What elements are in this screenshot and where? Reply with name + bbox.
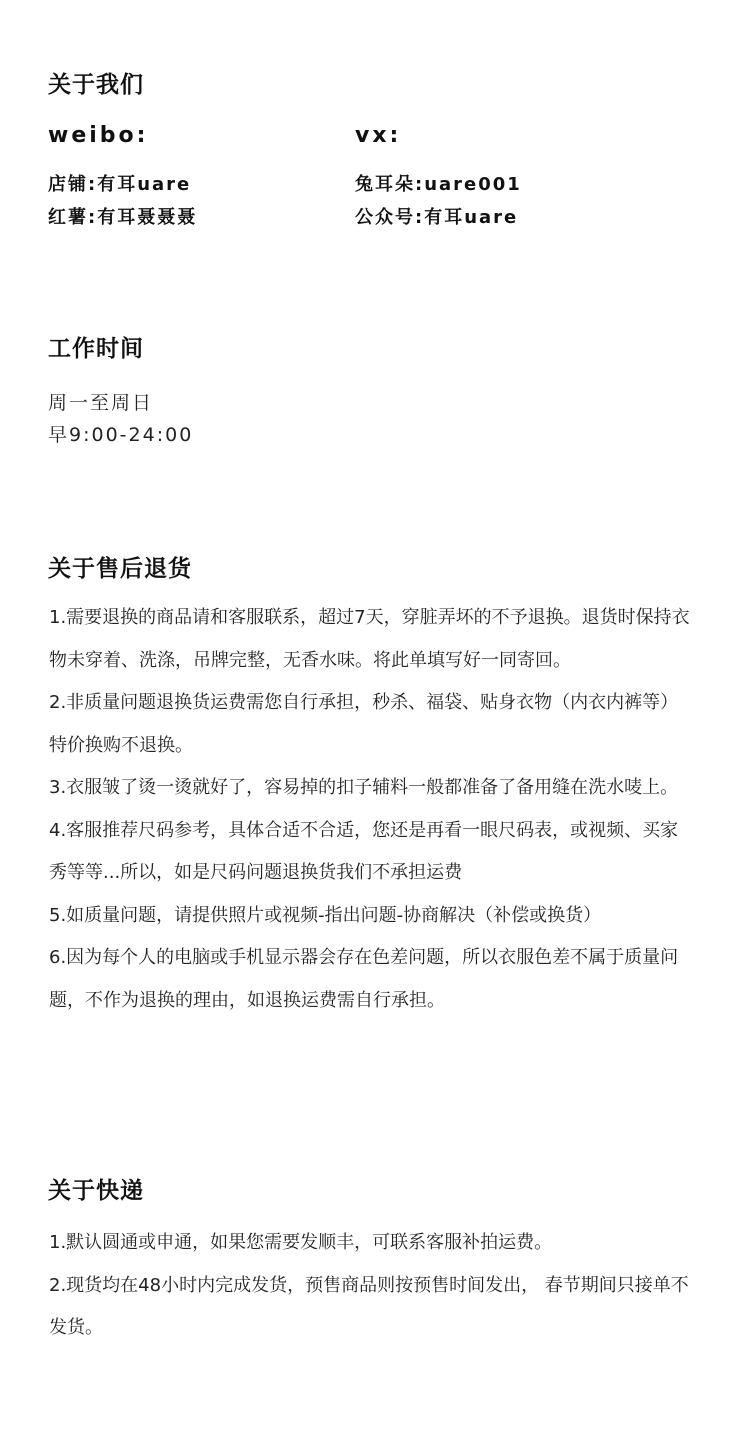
after-sales-item: 3.衣服皱了烫一烫就好了，容易掉的扣子辅料一般都准备了备用缝在洗水唛上。 — [49, 777, 679, 798]
after-sales-item: 2.非质量问题退换货运费需您自行承担，秒杀、福袋、贴身衣物（内衣内裤等）特价换购不退换。 — [49, 692, 679, 756]
about-us-title: 关于我们 — [48, 72, 144, 98]
after-sales-item: 6.因为每个人的电脑或手机显示器会存在色差问题，所以衣服色差不属于质量问题，不作为退换的理由，如退换运费需自行承担。 — [49, 947, 679, 1011]
after-sales-item: 1.需要退换的商品请和客服联系，超过7天，穿脏弄坏的不予退换。退货时保持衣物未穿着、洗涤，吊牌完整，无香水味。将此单填写好一同寄回。 — [49, 607, 690, 671]
weibo-label: weibo: — [48, 123, 149, 148]
shipping-item: 1.默认圆通或申通，如果您需要发顺丰，可联系客服补拍运费。 — [49, 1232, 553, 1253]
after-sales-list — [49, 597, 694, 1022]
shipping-title: 关于快递 — [48, 1178, 144, 1204]
shipping-item: 2.现货均在48小时内完成发货，预售商品则按预售时间发出， 春节期间只接单不发货。 — [49, 1274, 689, 1338]
weibo-redbook-line: 红薯:有耳聂聂聂 — [48, 207, 198, 228]
vx-account-line: 兔耳朵:uare001 — [355, 174, 522, 195]
vx-label: vx: — [355, 123, 402, 148]
shipping-list — [49, 1222, 694, 1350]
working-days: 周一至周日 — [48, 392, 154, 414]
after-sales-item: 4.客服推荐尺码参考，具体合适不合适，您还是再看一眼尺码表，或视频、买家秀等等...所以，如是尺码问题退换货我们不承担运费 — [49, 819, 679, 883]
after-sales-title: 关于售后退货 — [48, 556, 192, 582]
after-sales-item: 5.如质量问题，请提供照片或视频-指出问题-协商解决（补偿或换货） — [49, 904, 602, 926]
working-time: 早9:00-24:00 — [48, 424, 194, 446]
vx-public-account-line: 公众号:有耳uare — [355, 207, 519, 228]
weibo-shop-line: 店铺:有耳uare — [48, 174, 192, 195]
working-hours-title: 工作时间 — [48, 336, 144, 362]
